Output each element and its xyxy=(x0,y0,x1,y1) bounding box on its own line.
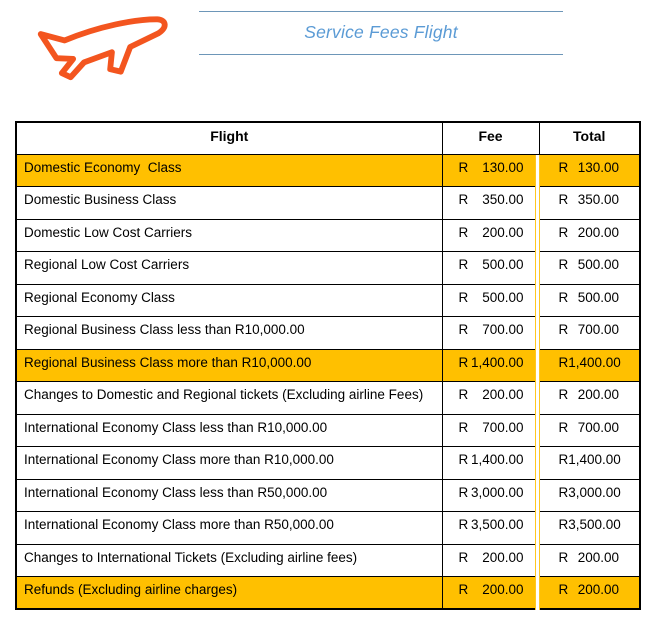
flight-cell: Changes to International Tickets (Excluding airline fees) xyxy=(16,544,442,577)
fee-money xyxy=(459,322,524,337)
flight-cell: Domestic Low Cost Carriers xyxy=(16,219,442,252)
table-row xyxy=(16,512,640,545)
total-amount: 3,500.00 xyxy=(568,517,621,532)
total-cell xyxy=(539,479,640,512)
total-amount: 130.00 xyxy=(577,159,619,175)
fee-amount: 1,400.00 xyxy=(470,452,524,467)
total-money xyxy=(559,257,620,272)
currency-symbol: R xyxy=(558,484,569,500)
table-row xyxy=(16,317,640,350)
total-cell xyxy=(539,544,640,577)
table-row xyxy=(16,577,640,610)
currency-symbol: R xyxy=(558,224,569,240)
currency-symbol: R xyxy=(458,322,469,337)
flight-cell: Changes to Domestic and Regional tickets (Excluding airline Fees) xyxy=(16,382,442,415)
fee-cell xyxy=(442,447,539,480)
flight-cell: Regional Economy Class xyxy=(16,284,442,317)
total-money xyxy=(559,582,620,597)
fee-money xyxy=(459,192,524,207)
fee-amount: 700.00 xyxy=(482,419,524,435)
currency-symbol: R xyxy=(558,159,569,175)
currency-symbol: R xyxy=(558,257,569,272)
currency-symbol: R xyxy=(458,452,469,467)
currency-symbol: R xyxy=(558,452,569,467)
column-header-total: Total xyxy=(539,122,640,154)
fee-cell xyxy=(442,317,539,350)
total-money xyxy=(559,387,620,402)
page-title: Service Fees Flight xyxy=(304,22,458,42)
total-money xyxy=(559,290,620,305)
currency-symbol: R xyxy=(458,289,469,305)
total-cell xyxy=(539,577,640,610)
fee-amount: 500.00 xyxy=(482,257,524,272)
flight-cell: International Economy Class less than R50,000.00 xyxy=(16,479,442,512)
column-header-flight: Flight xyxy=(16,122,442,154)
column-header-fee: Fee xyxy=(442,122,539,154)
total-cell xyxy=(539,284,640,317)
fee-amount: 3,000.00 xyxy=(470,484,524,500)
total-cell xyxy=(539,414,640,447)
total-money xyxy=(559,160,620,175)
table-row xyxy=(16,479,640,512)
flight-cell: International Economy Class more than R50,000.00 xyxy=(16,512,442,545)
fee-money xyxy=(459,290,524,305)
currency-symbol: R xyxy=(458,419,469,435)
fee-cell xyxy=(442,154,539,187)
fee-cell xyxy=(442,577,539,610)
table-row xyxy=(16,414,640,447)
total-cell xyxy=(539,252,640,285)
total-cell xyxy=(539,154,640,187)
currency-symbol: R xyxy=(558,354,569,370)
currency-symbol: R xyxy=(458,192,469,207)
table-row xyxy=(16,252,640,285)
fee-amount: 1,400.00 xyxy=(470,354,524,370)
fee-amount: 350.00 xyxy=(482,192,524,207)
total-cell xyxy=(539,187,640,220)
flight-cell: Regional Business Class less than R10,000.00 xyxy=(16,317,442,350)
total-cell xyxy=(539,317,640,350)
fee-money xyxy=(459,485,524,500)
fee-cell xyxy=(442,349,539,382)
fee-cell xyxy=(442,187,539,220)
total-amount: 700.00 xyxy=(577,322,619,337)
table-row xyxy=(16,154,640,187)
table-row xyxy=(16,219,640,252)
total-money xyxy=(559,550,620,565)
fees-table xyxy=(15,121,638,610)
airplane-outline xyxy=(41,0,174,89)
currency-symbol: R xyxy=(458,257,469,272)
fee-total-divider xyxy=(535,155,540,610)
currency-symbol: R xyxy=(458,224,469,240)
fee-money xyxy=(459,420,524,435)
total-amount: 500.00 xyxy=(577,257,619,272)
fee-money xyxy=(459,355,524,370)
total-money xyxy=(559,485,620,500)
fee-money xyxy=(459,387,524,402)
total-amount: 200.00 xyxy=(577,549,619,565)
flight-cell: Regional Low Cost Carriers xyxy=(16,252,442,285)
airplane-icon xyxy=(26,0,174,98)
total-amount: 1,400.00 xyxy=(568,354,621,370)
fee-cell xyxy=(442,219,539,252)
currency-symbol: R xyxy=(558,549,569,565)
currency-symbol: R xyxy=(558,582,569,597)
total-money xyxy=(559,420,620,435)
total-cell xyxy=(539,447,640,480)
flight-cell: Domestic Business Class xyxy=(16,187,442,220)
total-cell xyxy=(539,512,640,545)
total-amount: 500.00 xyxy=(577,289,619,305)
fee-money xyxy=(459,582,524,597)
fee-amount: 200.00 xyxy=(482,582,524,597)
title-rule-bottom xyxy=(199,54,563,55)
fee-cell xyxy=(442,479,539,512)
table-row xyxy=(16,187,640,220)
fee-money xyxy=(459,517,524,532)
fee-money xyxy=(459,550,524,565)
total-money xyxy=(559,192,620,207)
fee-cell xyxy=(442,544,539,577)
table-row xyxy=(16,447,640,480)
table-header-row xyxy=(16,122,640,154)
total-money xyxy=(559,322,620,337)
fee-cell xyxy=(442,382,539,415)
total-money xyxy=(559,225,620,240)
flight-cell: International Economy Class more than R10,000.00 xyxy=(16,447,442,480)
total-amount: 700.00 xyxy=(577,419,619,435)
total-amount: 200.00 xyxy=(577,387,619,402)
currency-symbol: R xyxy=(458,387,469,402)
flight-cell: Regional Business Class more than R10,000.00 xyxy=(16,349,442,382)
flight-cell: Domestic Economy Class xyxy=(16,154,442,187)
fee-cell xyxy=(442,284,539,317)
currency-symbol: R xyxy=(558,322,569,337)
fee-amount: 130.00 xyxy=(482,159,524,175)
currency-symbol: R xyxy=(558,387,569,402)
currency-symbol: R xyxy=(458,549,469,565)
fee-money xyxy=(459,257,524,272)
currency-symbol: R xyxy=(558,517,569,532)
total-amount: 200.00 xyxy=(577,224,619,240)
table-row xyxy=(16,284,640,317)
total-amount: 1,400.00 xyxy=(568,452,621,467)
currency-symbol: R xyxy=(458,159,469,175)
currency-symbol: R xyxy=(458,354,469,370)
fee-cell xyxy=(442,512,539,545)
total-cell xyxy=(539,382,640,415)
flight-cell: Refunds (Excluding airline charges) xyxy=(16,577,442,610)
fees-table-grid xyxy=(15,121,641,610)
flight-cell: International Economy Class less than R10,000.00 xyxy=(16,414,442,447)
currency-symbol: R xyxy=(458,517,469,532)
total-amount: 3,000.00 xyxy=(568,484,621,500)
total-amount: 200.00 xyxy=(577,582,619,597)
currency-symbol: R xyxy=(458,484,469,500)
fee-money xyxy=(459,225,524,240)
total-money xyxy=(559,517,620,532)
currency-symbol: R xyxy=(558,192,569,207)
table-row xyxy=(16,349,640,382)
fee-amount: 500.00 xyxy=(482,289,524,305)
total-money xyxy=(559,452,620,467)
fee-money xyxy=(459,160,524,175)
table-body xyxy=(16,154,640,609)
currency-symbol: R xyxy=(558,289,569,305)
fee-cell xyxy=(442,414,539,447)
fee-money xyxy=(459,452,524,467)
total-amount: 350.00 xyxy=(577,192,619,207)
title-block xyxy=(199,11,563,55)
currency-symbol: R xyxy=(558,419,569,435)
table-row xyxy=(16,382,640,415)
fee-amount: 700.00 xyxy=(482,322,524,337)
total-cell xyxy=(539,349,640,382)
total-money xyxy=(559,355,620,370)
total-cell xyxy=(539,219,640,252)
fee-amount: 200.00 xyxy=(482,387,524,402)
currency-symbol: R xyxy=(458,582,469,597)
fee-amount: 3,500.00 xyxy=(470,517,524,532)
fee-cell xyxy=(442,252,539,285)
fee-amount: 200.00 xyxy=(482,224,524,240)
table-row xyxy=(16,544,640,577)
fee-amount: 200.00 xyxy=(482,549,524,565)
